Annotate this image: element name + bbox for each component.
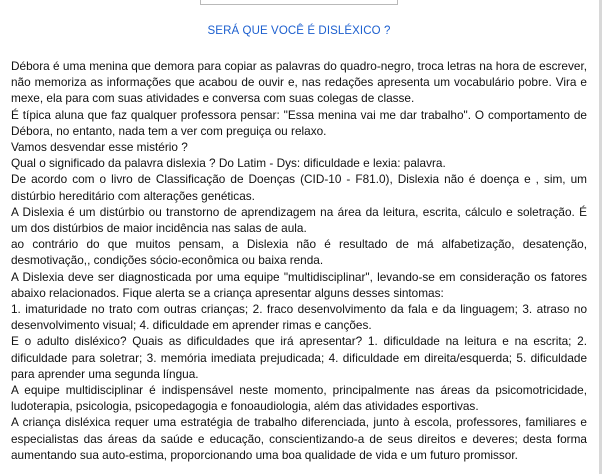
paragraph: Débora é uma menina que demora para copiar as palavras do quadro-negro, troca letras na hora de escrever, não memoriza as informações que acabou de ouvir e, nas redações apresenta um vocabulário pobre. Vira e mexe, ela para com suas atividades e conversa com suas colegas de classe. [11,59,587,106]
paragraph: De acordo com o livro de Classificação de Doenças (CID-10 - F81.0), Dislexia não é doença e , sim, um distúrbio hereditário com alterações genéticas. [11,172,587,203]
paragraph: Vamos desvendar esse mistério ? [11,140,188,155]
top-input-box [200,0,398,5]
page-title: SERÁ QUE VOCÊ É DISLÉXICO ? [207,25,391,37]
paragraph: Qual o significado da palavra dislexia ? Do Latim - Dys: dificuldade e lexia: palavra. [11,156,446,171]
paragraph: 1. imaturidade no trato com outras crianças; 2. fraco desenvolvimento da fala e da linguagem; 3. atraso no desenvolvimento visual; 4. dificuldade em aprender rimas e canções. [11,302,587,333]
paragraph: A Dislexia deve ser diagnosticada por uma equipe "multidisciplinar", levando-se em consideração os fatores abaixo relacionados. Fique alerta se a criança apresentar alguns desses sintomas: [11,269,587,300]
paragraph: A Dislexia é um distúrbio ou transtorno de aprendizagem na área da leitura, escrita, cálculo e soletração. É um dos distúrbios de maior incidência nas salas de aula. [11,204,587,236]
article-body [11,58,587,463]
paragraph: E o adulto disléxico? Quais as dificuldades que irá apresentar? 1. dificuldade na leitura e na escrita; 2. dificuldade para soletrar; 3. memória imediata prejudicada; 4. dificuldade em direita/esquerda; 5. dificuldade para aprender uma segunda língua. [11,334,587,381]
paragraph: A equipe multidisciplinar é indispensável neste momento, principalmente nas áreas da psicomotricidade, ludoterapia, psicologia, psicopedagogia e fonoaudiologia, além das atividades esportivas. [11,383,587,414]
paragraph: A criança disléxica requer uma estratégia de trabalho diferenciada, junto à escola, professores, familiares e especialistas das áreas da saúde e educação, conscientizando-a de seus direitos e deveres; desta forma aumentando sua auto-estima, proporcionando uma boa qualidade de vida e um futuro promissor. [11,415,587,462]
paragraph: É típica aluna que faz qualquer professora pensar: "Essa menina vai me dar trabalho". O comportamento de Débora, no entanto, nada tem a ver com preguiça ou relaxo. [11,107,587,138]
paragraph: ao contrário do que muitos pensam, a Dislexia não é resultado de má alfabetização, desatenção, desmotivação,, condições sócio-econômica ou baixa renda. [11,237,587,268]
